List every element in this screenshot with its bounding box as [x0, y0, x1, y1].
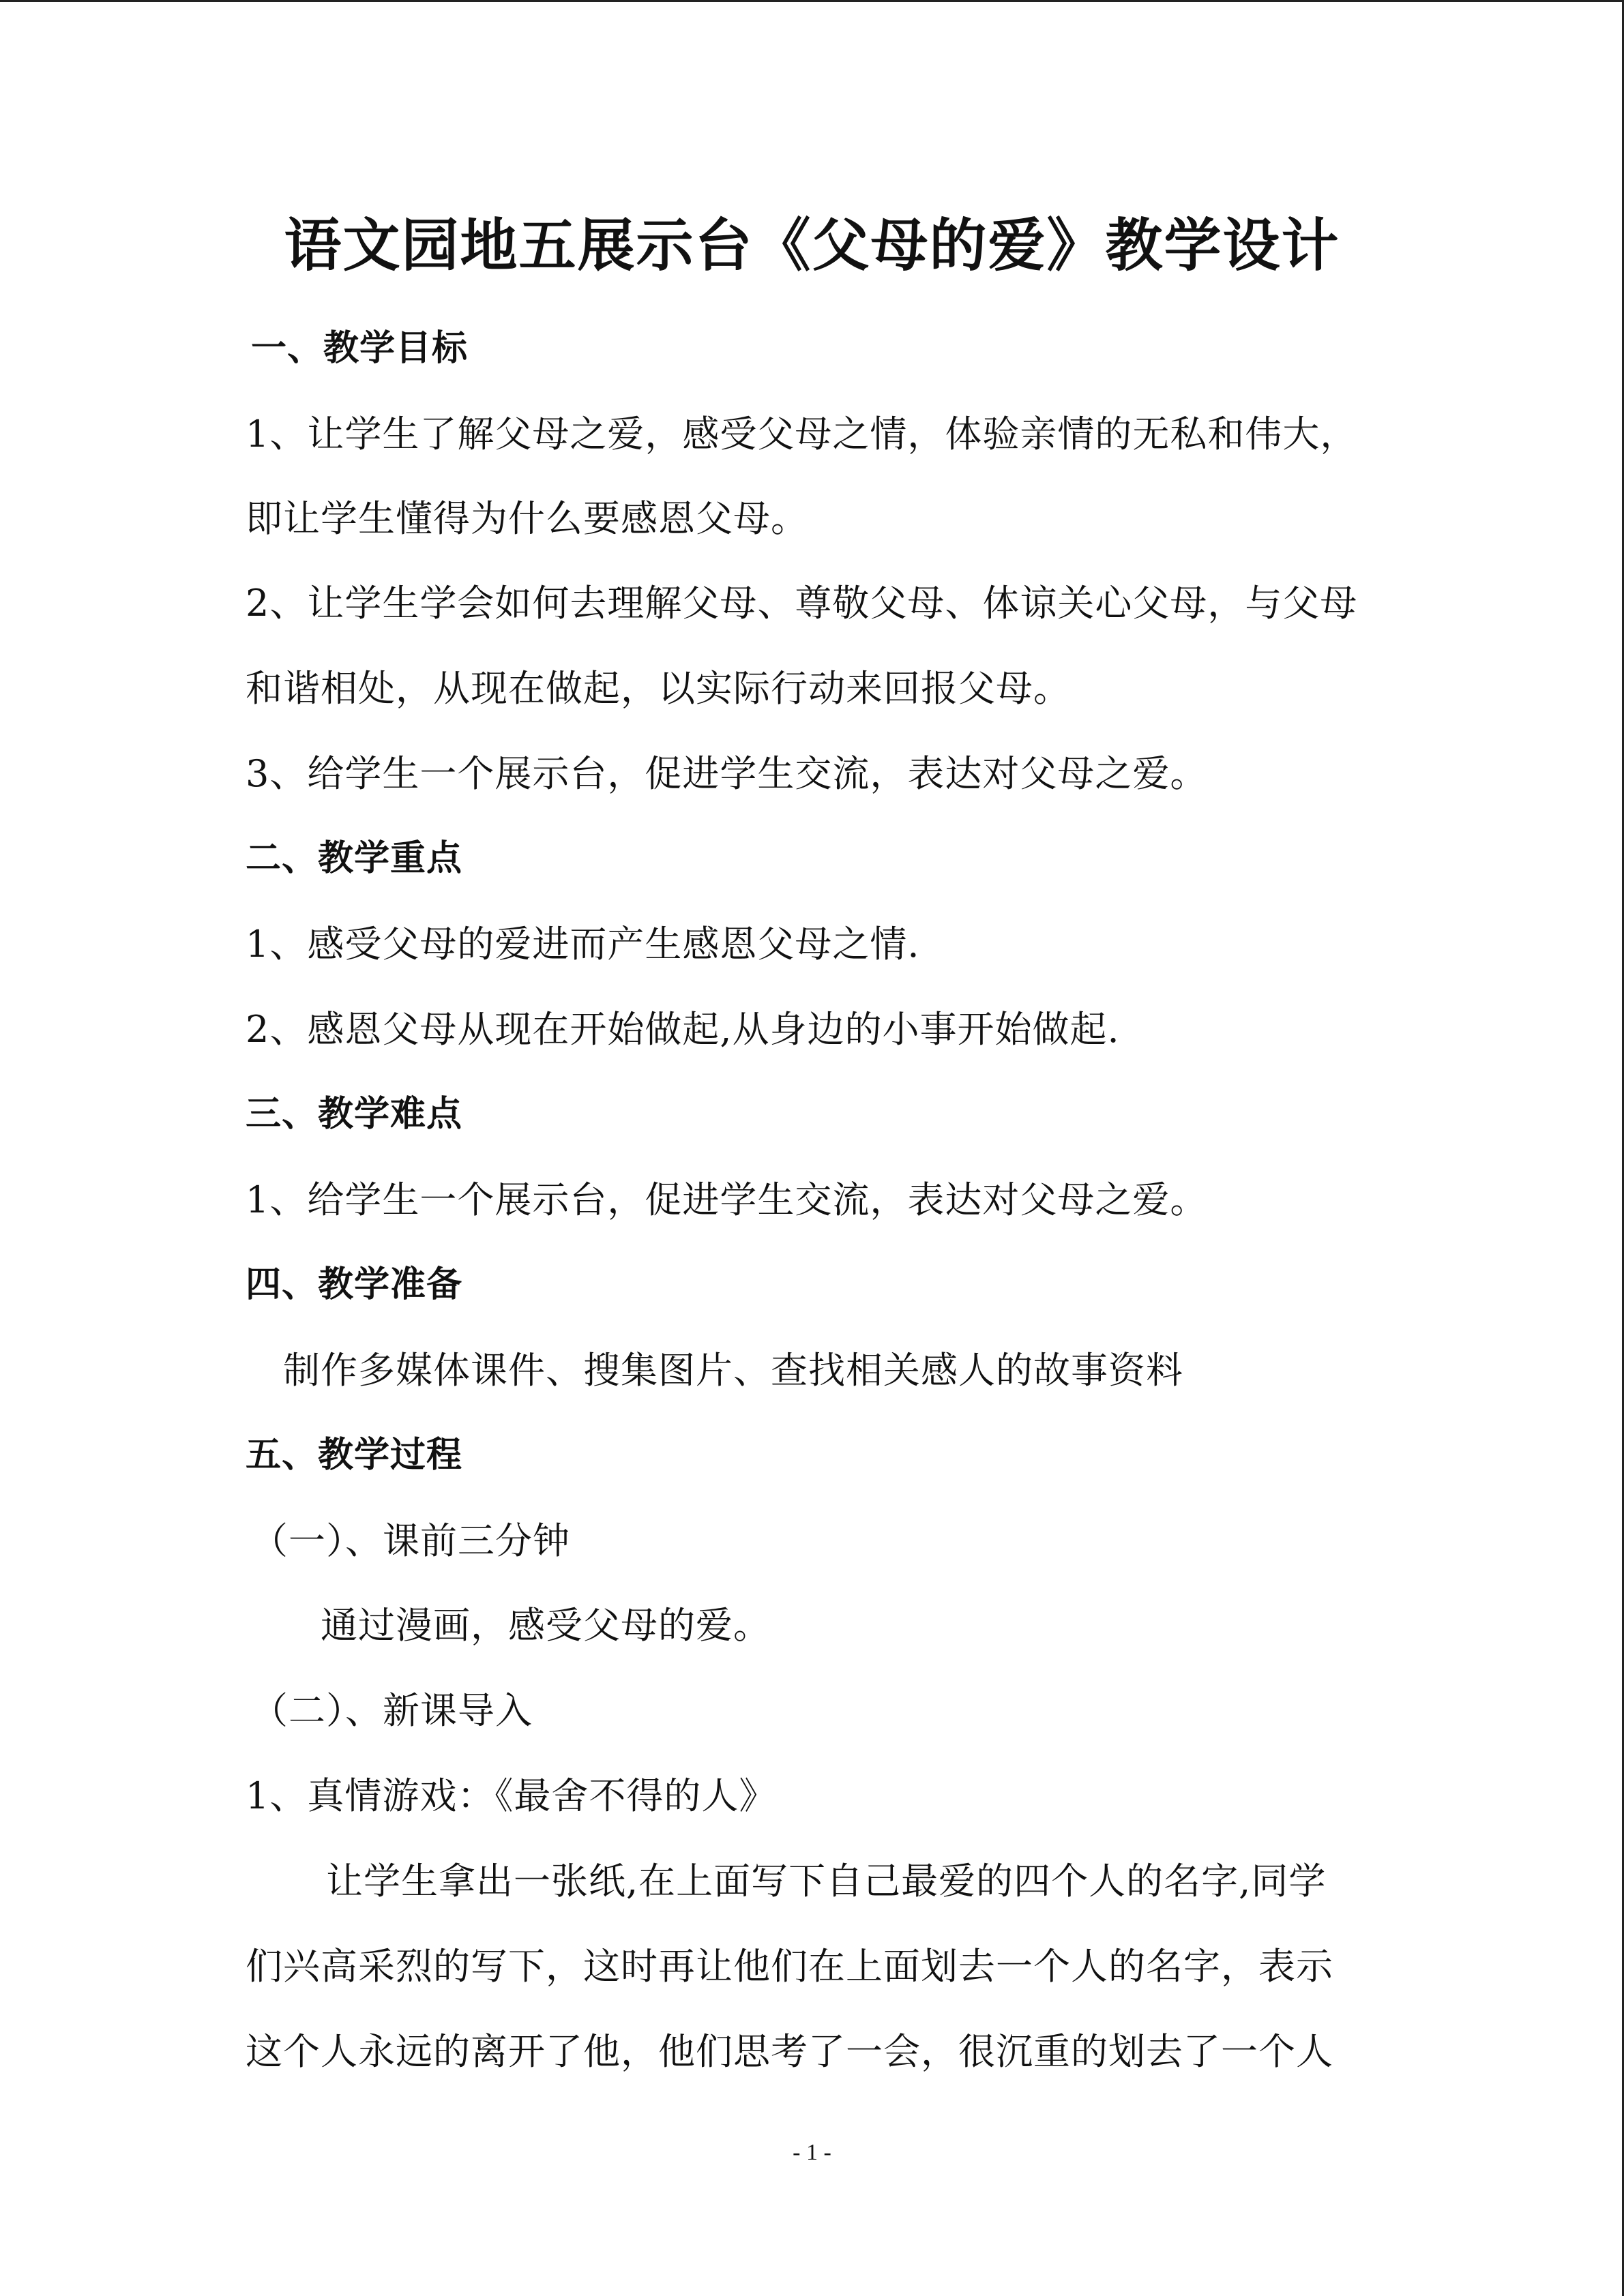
section-heading-goals: 一、教学目标 — [251, 328, 469, 369]
paragraph-line: 即让学生懂得为什么要感恩父母。 — [246, 497, 808, 540]
section-heading-preparation: 四、教学准备 — [246, 1264, 463, 1305]
paragraph-line: 制作多媒体课件、搜集图片、查找相关感人的故事资料 — [283, 1349, 1183, 1392]
paragraph-line: 1、真情游戏：《最舍不得的人》 — [246, 1774, 777, 1817]
paragraph-line: 1、让学生了解父母之爱，感受父母之情，体验亲情的无私和伟大， — [246, 413, 1358, 456]
paragraph-line: 让学生拿出一张纸,在上面写下自己最爱的四个人的名字,同学 — [326, 1860, 1327, 1903]
section-heading-difficulties: 三、教学难点 — [246, 1094, 463, 1135]
section-heading-key-points: 二、教学重点 — [246, 838, 463, 879]
paragraph-line: 这个人永远的离开了他，他们思考了一会，很沉重的划去了一个人 — [246, 2030, 1333, 2073]
paragraph-line: 通过漫画，感受父母的爱。 — [321, 1604, 771, 1647]
paragraph-line: 们兴高采烈的写下，这时再让他们在上面划去一个人的名字，表示 — [246, 1945, 1333, 1988]
paragraph-line: 1、感受父母的爱进而产生感恩父母之情. — [246, 923, 920, 966]
paragraph-line: 2、感恩父母从现在开始做起,从身边的小事开始做起. — [246, 1008, 1120, 1051]
paragraph-line: 1、给学生一个展示台，促进学生交流，表达对父母之爱。 — [246, 1178, 1208, 1221]
paragraph-line: 和谐相处，从现在做起，以实际行动来回报父母。 — [246, 667, 1071, 710]
subheading-line: （二）、新课导入 — [251, 1689, 533, 1732]
paragraph-line: 3、给学生一个展示台，促进学生交流，表达对父母之爱。 — [246, 752, 1208, 795]
document-title: 语文园地五展示台《父母的爱》教学设计 — [284, 212, 1340, 279]
section-heading-process: 五、教学过程 — [246, 1435, 463, 1476]
page-number: - 1 - — [793, 2140, 831, 2165]
paragraph-line: 2、让学生学会如何去理解父母、尊敬父母、体谅关心父母，与父母 — [246, 582, 1358, 625]
subheading-line: （一）、课前三分钟 — [251, 1519, 570, 1562]
